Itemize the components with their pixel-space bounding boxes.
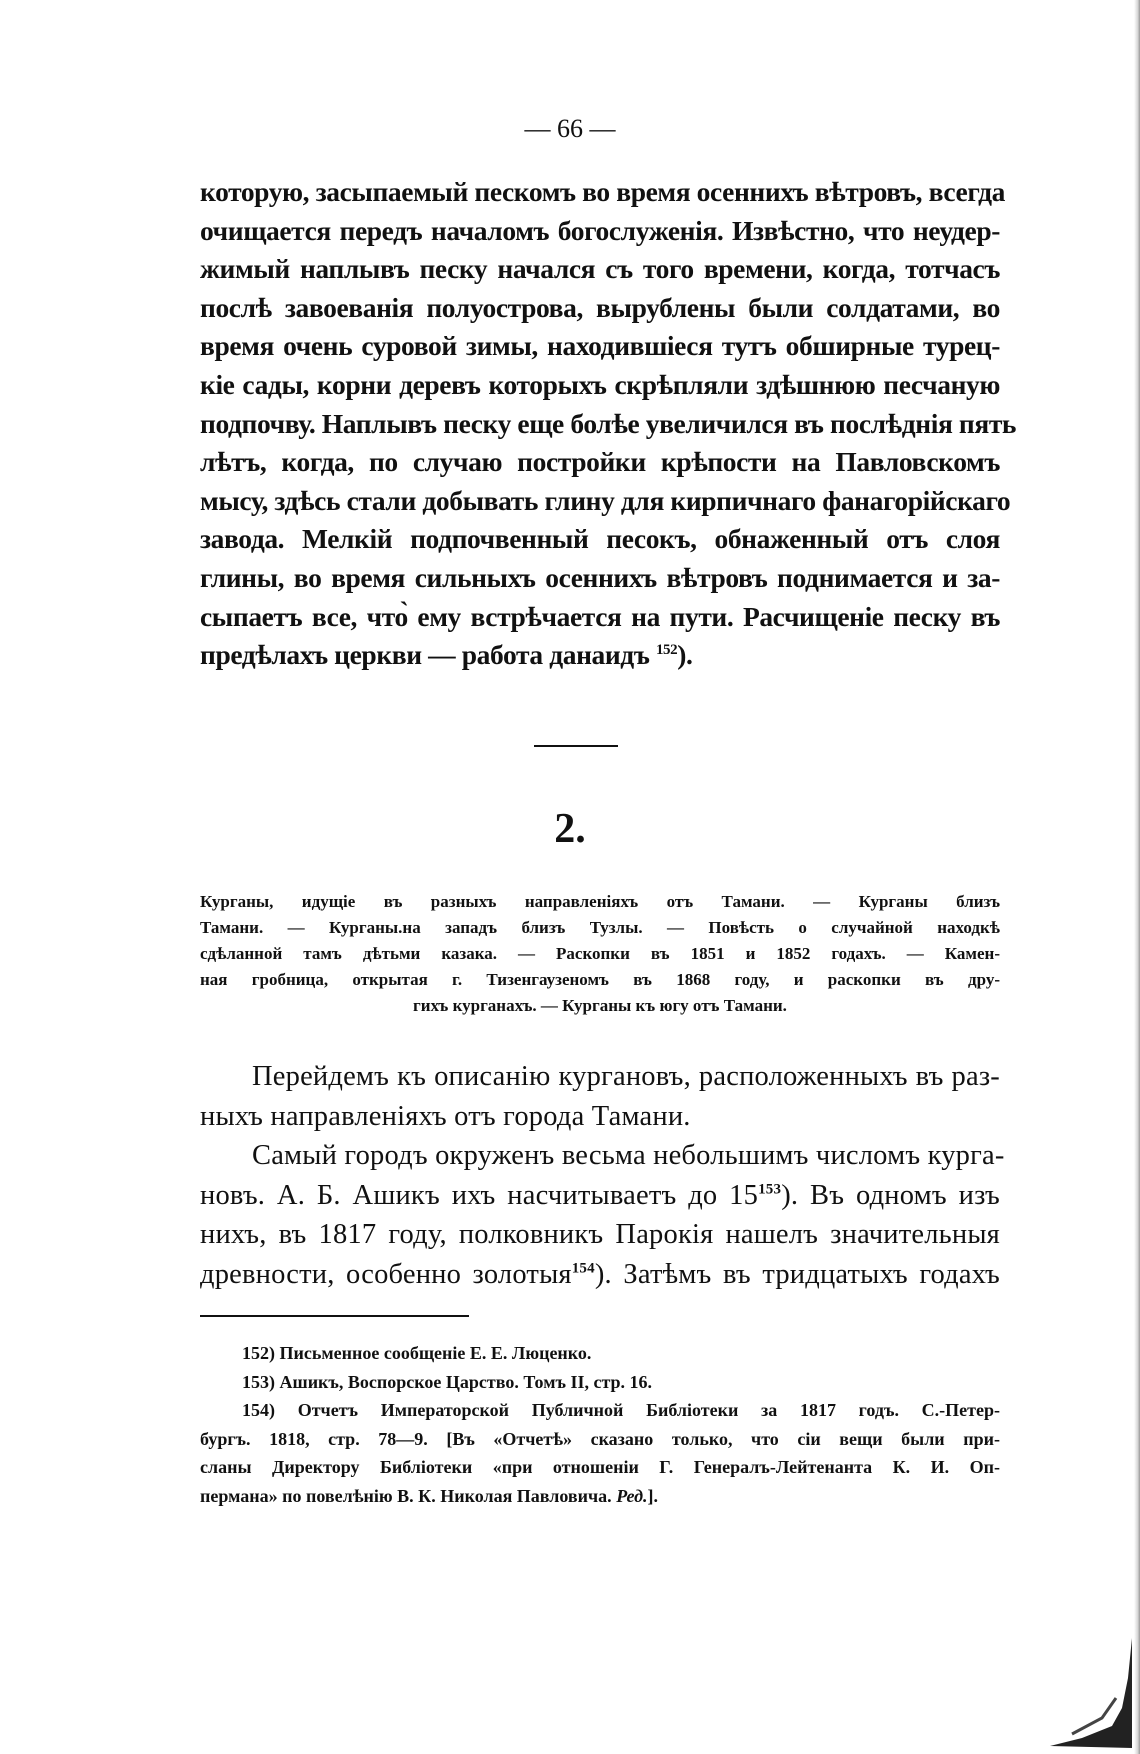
text-line — [200, 1255, 1000, 1295]
text-line: время очень суровой зимы, находившіеся тутъ обширные турец- — [200, 330, 1000, 362]
footnote-line — [200, 1482, 1000, 1511]
text-fragment: ). Затѣмъ въ тридцатыхъ годахъ — [594, 1258, 1000, 1290]
footnotes — [200, 1339, 1000, 1510]
text-line: очищается передъ началомъ богослуженія. Извѣстно, что неудер- — [200, 214, 1000, 246]
text-fragment: ). Въ одномъ изъ — [781, 1179, 1000, 1211]
text-line — [200, 1176, 1000, 1216]
footnote-ref-154: 154 — [571, 1260, 595, 1276]
text-line: глины, во время сильныхъ осеннихъ вѣтровъ поднимается и за- — [200, 561, 1000, 593]
page-edge-shadow — [1134, 0, 1140, 1754]
text-line — [200, 636, 1000, 675]
footnote-154: 154) Отчетъ Императорской Публичной Библіотеки за 1817 годъ. С.-Петер- — [242, 1400, 1000, 1420]
scan-corner-mark — [1042, 1638, 1132, 1748]
text-line: послѣ завоеванія полуострова, вырублены были солдатами, во — [200, 291, 1000, 323]
text-fragment: новъ. А. Б. Ашикъ ихъ насчитываетъ до 15 — [200, 1179, 759, 1211]
text-line: завода. Мелкій подпочвенный песокъ, обнаженный отъ слоя — [200, 523, 1000, 555]
editor-mark: Ред. — [616, 1485, 648, 1506]
summary-line: Курганы, идущіе въ разныхъ направленіяхъ отъ Тамани. — Курганы близъ — [200, 892, 1000, 911]
body-text — [200, 1057, 1005, 1294]
summary-line: сдѣланной тамъ дѣтьми казака. — Раскопки въ 1851 и 1852 годахъ. — Камен- — [200, 944, 1000, 963]
footnote-line: сланы Директору Библіотеки «при отношеніи Г. Генералъ-Лейтенанта К. И. Оп- — [200, 1457, 1000, 1477]
footnote-152: 152) Письменное сообщеніе Е. Е. Люценко. — [242, 1343, 592, 1363]
summary-line: Тамани. — Курганы.на западъ близъ Тузлы. — Повѣсть о случайной находкѣ — [200, 918, 1000, 937]
text-fragment: предѣлахъ церкви — работа данаидъ — [200, 639, 656, 671]
text-line: мысу, здѣсь стали добывать глину для кирпичнаго фанагорійскаго — [200, 484, 1011, 516]
text-line: ныхъ направленіяхъ отъ города Тамани. — [200, 1100, 691, 1132]
text-line: подпочву. Наплывъ песку еще болѣе увеличился въ послѣднія пять — [200, 407, 1017, 439]
footnote-ref-152: 152 — [655, 641, 678, 658]
text-fragment: ). — [677, 639, 693, 671]
footnote-153: 153) Ашикъ, Воспорское Царство. Томъ II, стр. 16. — [242, 1371, 653, 1392]
text-fragment: пермана» по повелѣнію В. К. Николая Павловича. — [200, 1485, 617, 1506]
text-fragment: древности, особенно золотыя — [200, 1258, 572, 1290]
footnote-ref-153: 153 — [758, 1181, 782, 1197]
text-line: лѣтъ, когда, по случаю постройки крѣпости на Павловскомъ — [200, 446, 1000, 478]
section-divider — [534, 745, 618, 747]
section-heading: 2. — [554, 806, 586, 852]
summary-line: гихъ курганахъ. — Курганы къ югу отъ Тамани. — [413, 996, 787, 1015]
summary-line: ная гробница, открытая г. Тизенгаузеномъ въ 1868 году, и раскопки въ дру- — [200, 970, 1000, 989]
section-summary — [200, 889, 1000, 1019]
page-number: — 66 — — [524, 114, 616, 143]
text-line: нихъ, въ 1817 году, полковникъ Парокія нашелъ значительныя — [200, 1219, 1000, 1250]
top-paragraph — [200, 173, 1017, 675]
footnote-separator — [200, 1315, 469, 1317]
text-line: сыпаетъ все, что̀ ему встрѣчается на пути. Расчищеніе песку въ — [200, 600, 1000, 632]
footnote-line: бургъ. 1818, стр. 78—9. [Въ «Отчетѣ» сказано только, что сіи вещи были при- — [200, 1428, 1000, 1449]
text-fragment: ]. — [647, 1485, 659, 1506]
text-line: которую, засыпаемый пескомъ во время осеннихъ вѣтровъ, всегда — [200, 176, 1005, 207]
text-line: Перейдемъ къ описанію кургановъ, расположенныхъ въ раз- — [252, 1061, 1000, 1092]
text-line: Самый городъ окруженъ весьма небольшимъ числомъ курга- — [252, 1140, 1005, 1171]
text-line: жимый наплывъ песку начался съ того времени, когда, тотчасъ — [200, 253, 1000, 285]
text-line: кіе сады, корни деревъ которыхъ скрѣпляли здѣшнюю песчаную — [200, 368, 1000, 400]
